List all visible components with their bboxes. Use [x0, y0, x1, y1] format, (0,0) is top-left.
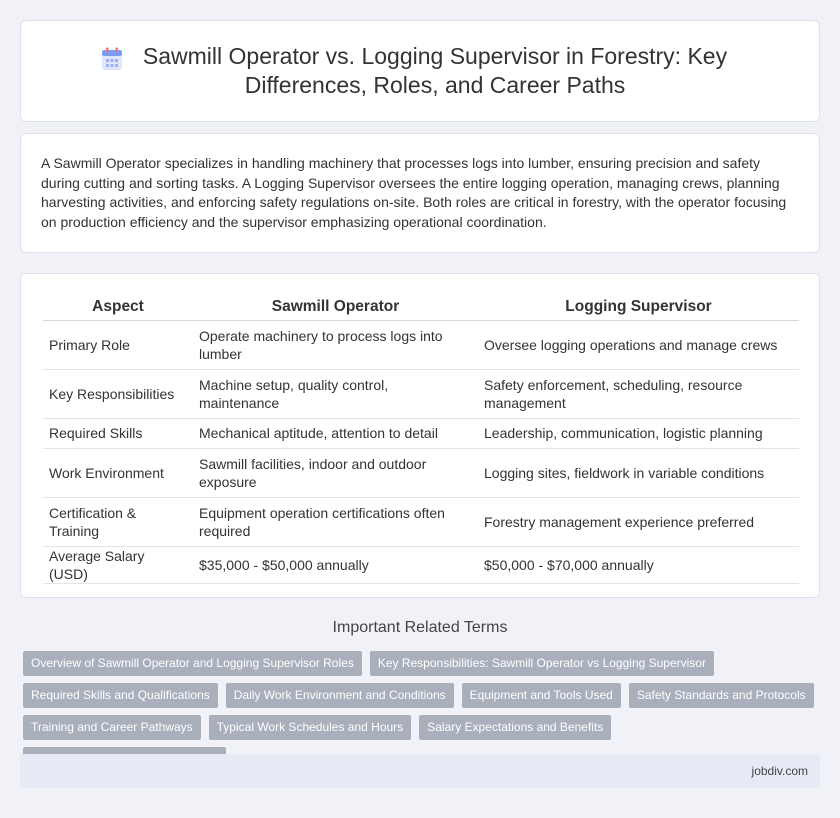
table-row — [43, 448, 799, 497]
footer — [20, 754, 820, 788]
row-logging-value: Forestry management experience preferred — [478, 497, 799, 546]
row-sawmill-value: Mechanical aptitude, attention to detail — [193, 418, 478, 448]
related-term-tag[interactable]: Salary Expectations and Benefits — [419, 715, 611, 740]
row-logging-value: $50,000 - $70,000 annually — [478, 546, 799, 583]
row-sawmill-value: Operate machinery to process logs into lumber — [193, 320, 478, 369]
column-header-aspect: Aspect — [43, 294, 193, 320]
column-header-logging-supervisor: Logging Supervisor — [478, 294, 799, 320]
row-sawmill-value: $35,000 - $50,000 annually — [193, 546, 478, 583]
related-terms-heading: Important Related Terms — [332, 619, 508, 636]
row-aspect: Work Environment — [43, 448, 193, 497]
row-sawmill-value: Equipment operation certifications often required — [193, 497, 478, 546]
related-term-tag[interactable]: Equipment and Tools Used — [462, 683, 621, 708]
row-logging-value: Safety enforcement, scheduling, resource management — [478, 369, 799, 418]
row-logging-value: Logging sites, fieldwork in variable conditions — [478, 448, 799, 497]
table-row — [43, 497, 799, 546]
row-aspect: Primary Role — [43, 320, 193, 369]
table-row — [43, 418, 799, 448]
related-term-tag[interactable]: Typical Work Schedules and Hours — [209, 715, 412, 740]
table-header-row — [43, 294, 799, 320]
column-header-sawmill-operator: Sawmill Operator — [193, 294, 478, 320]
row-aspect: Certification & Training — [43, 497, 193, 546]
related-term-tag[interactable]: Daily Work Environment and Conditions — [226, 683, 454, 708]
row-sawmill-value: Machine setup, quality control, maintenance — [193, 369, 478, 418]
page-title: Sawmill Operator vs. Logging Supervisor in Forestry: Key Differences, Roles, and Career Paths — [142, 43, 728, 98]
related-term-tag[interactable]: Safety Standards and Protocols — [629, 683, 814, 708]
row-aspect: Key Responsibilities — [43, 369, 193, 418]
related-term-tag[interactable]: Training and Career Pathways — [23, 715, 201, 740]
row-aspect: Required Skills — [43, 418, 193, 448]
footer-site-link[interactable]: jobdiv.com — [751, 764, 808, 778]
table-row — [43, 320, 799, 369]
intro-paragraph: A Sawmill Operator specializes in handling machinery that processes logs into lumber, ensuring precision and safety during cutting and sorting tasks. A Logging Supervisor oversees the entire logging operation, managing crews, planning harvesting activities, and enforcing safety regulations on-site. Both roles are critical in forestry, with the operator focusing on production efficiency and the supervisor emphasizing operational coordination. — [41, 155, 787, 230]
row-logging-value: Oversee logging operations and manage crews — [478, 320, 799, 369]
table-row — [43, 546, 799, 583]
comparison-table-card — [20, 273, 820, 598]
related-term-tag[interactable]: Overview of Sawmill Operator and Logging Supervisor Roles — [23, 651, 362, 676]
comparison-table — [43, 294, 799, 584]
related-term-tag[interactable]: Key Responsibilities: Sawmill Operator vs Logging Supervisor — [370, 651, 714, 676]
row-logging-value: Leadership, communication, logistic planning — [478, 418, 799, 448]
row-sawmill-value: Sawmill facilities, indoor and outdoor exposure — [193, 448, 478, 497]
table-row — [43, 369, 799, 418]
intro-card — [20, 133, 820, 253]
header-card — [20, 20, 820, 122]
row-aspect: Average Salary (USD) — [43, 546, 193, 583]
related-term-tag[interactable]: Required Skills and Qualifications — [23, 683, 218, 708]
